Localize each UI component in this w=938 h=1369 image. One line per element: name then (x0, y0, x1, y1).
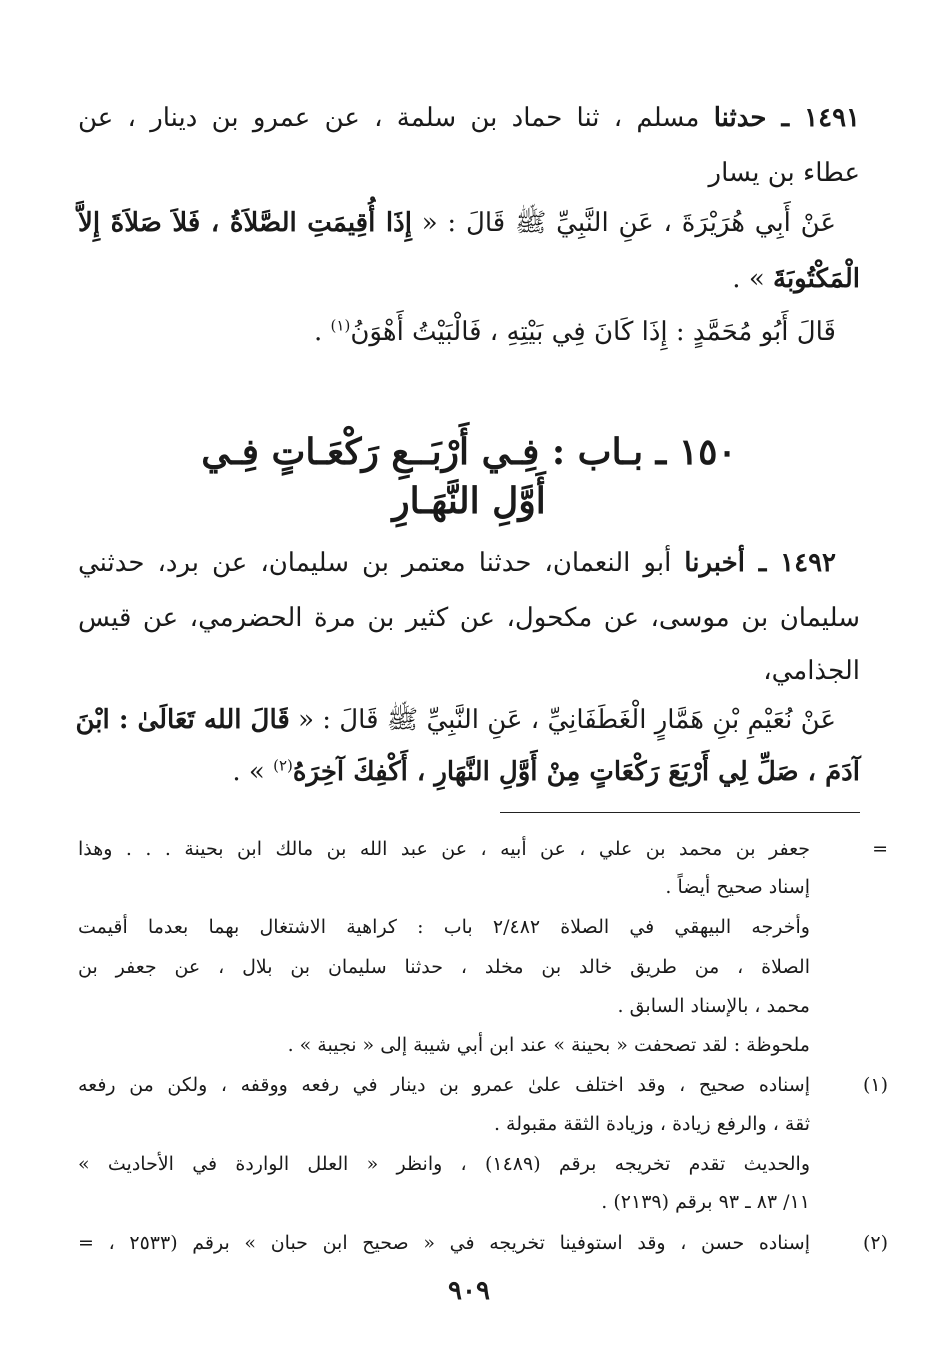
hadith-1491-line-1: ١٤٩١ ـ حدثنا مسلم ، ثنا حماد بن سلمة ، عن عمرو بن دينار ، عن (78, 103, 860, 133)
hadith-1492-line-4: عَنْ نُعَيْمِ بْنِ هَمَّارٍ الْغَطَفَانِيِّ ، عَنِ النَّبِيِّ ﷺ قَالَ : « قَالَ الله تَعَالَىٰ : ابْنَ (75, 705, 836, 735)
footnote-1-number: (١) (862, 1074, 888, 1096)
footnote-cont-line-6: ملحوظة : لقد تصحفت « بحينة » عند ابن أبي شيبة إلى « نجيبة » . (287, 1034, 810, 1056)
hadith-1492-line-3: الجذامي، (763, 656, 860, 686)
footnote-1-line-4: ١١/ ٨٣ ـ ٩٣ برقم (٢١٣٩) . (601, 1191, 810, 1213)
continuation-marker: = (872, 838, 888, 860)
hadith-number: ١٤٩١ ـ حدثنا (713, 103, 860, 133)
footnote-ref: (٢) (273, 756, 293, 775)
hadith-1491-line-4: الْمَكْتُوبَةَ » . (732, 264, 860, 294)
chapter-heading-line-2: أَوَّلِ النَّهَـارِ (392, 480, 546, 522)
footnote-separator (500, 812, 860, 813)
hadith-1492-line-1: ١٤٩٢ ـ أخبرنا أبو النعمان، حدثنا معتمر بن سليمان، عن برد، حدثني (78, 548, 836, 578)
hadith-number: ١٤٩٢ ـ أخبرنا (684, 548, 836, 578)
hadith-1492-line-5: آدَمَ ، صَلِّ لِي أَرْبَعَ رَكْعَاتٍ مِنْ أَوَّلِ النَّهَارِ ، أَكْفِكَ آخِرَهُ$^{(٢)}$ » . (232, 756, 860, 787)
chapter-heading-line-1: ١٥٠ ـ بـاب : فِـي أَرْبَــعِ رَكْعَـاتٍ فِـي (201, 431, 737, 473)
footnote-2-number: (٢) (862, 1232, 888, 1254)
footnote-cont-line-5: محمد ، بالإسناد السابق . (617, 995, 810, 1017)
page-number: ٩٠٩ (448, 1276, 490, 1306)
footnote-ref: (١) (330, 316, 351, 335)
hadith-1491-line-3: عَنْ أَبِي هُرَيْرَةَ ، عَنِ النَّبِيِّ ﷺ قَالَ : « إِذَا أُقِيمَتِ الصَّلاَةُ ، فَلاَ صَلاَةَ إِلاَّ (78, 208, 836, 238)
footnote-cont-line-2: إسناد صحيح أيضاً . (665, 876, 810, 898)
footnote-1-line-3: والحديث تقدم تخريجه برقم (١٤٨٩) ، وانظر « العلل الواردة في الأحاديث » (78, 1153, 810, 1175)
hadith-1491-line-5: قَالَ أَبُو مُحَمَّدٍ : إِذَا كَانَ فِي بَيْتِهِ ، فَالْبَيْتُ أَهْوَنُ$^{(١)}$ . (314, 316, 836, 347)
footnote-2-line-1: إسناده حسن ، وقد استوفينا تخريجه في « صحيح ابن حبان » برقم (٢٥٣٣ ، = (78, 1232, 810, 1254)
footnote-1-line-2: ثقة ، والرفع زيادة ، وزيادة الثقة مقبولة . (493, 1113, 810, 1135)
footnote-1-line-1: إسناده صحيح ، وقد اختلف علىٰ عمرو بن دينار في رفعه ووقفه ، ولكن من رفعه (78, 1074, 810, 1096)
footnote-cont-line-4: الصلاة ، من طريق خالد بن مخلد ، حدثنا سليمان بن بلال ، عن جعفر بن (78, 956, 810, 978)
hadith-1492-line-2: سليمان بن موسى، عن مكحول، عن كثير بن مرة الحضرمي، عن قيس (78, 603, 860, 633)
footnote-cont-line-1: جعفر بن محمد بن علي ، عن أبيه ، عن عبد الله بن مالك ابن بحينة . . . وهذا (78, 838, 810, 860)
hadith-1491-line-2: عطاء بن يسار (708, 158, 860, 188)
footnote-cont-line-3: وأخرجه البيهقي في الصلاة ٢/٤٨٢ باب : كراهية الاشتغال بهما بعدما أقيمت (78, 916, 810, 938)
